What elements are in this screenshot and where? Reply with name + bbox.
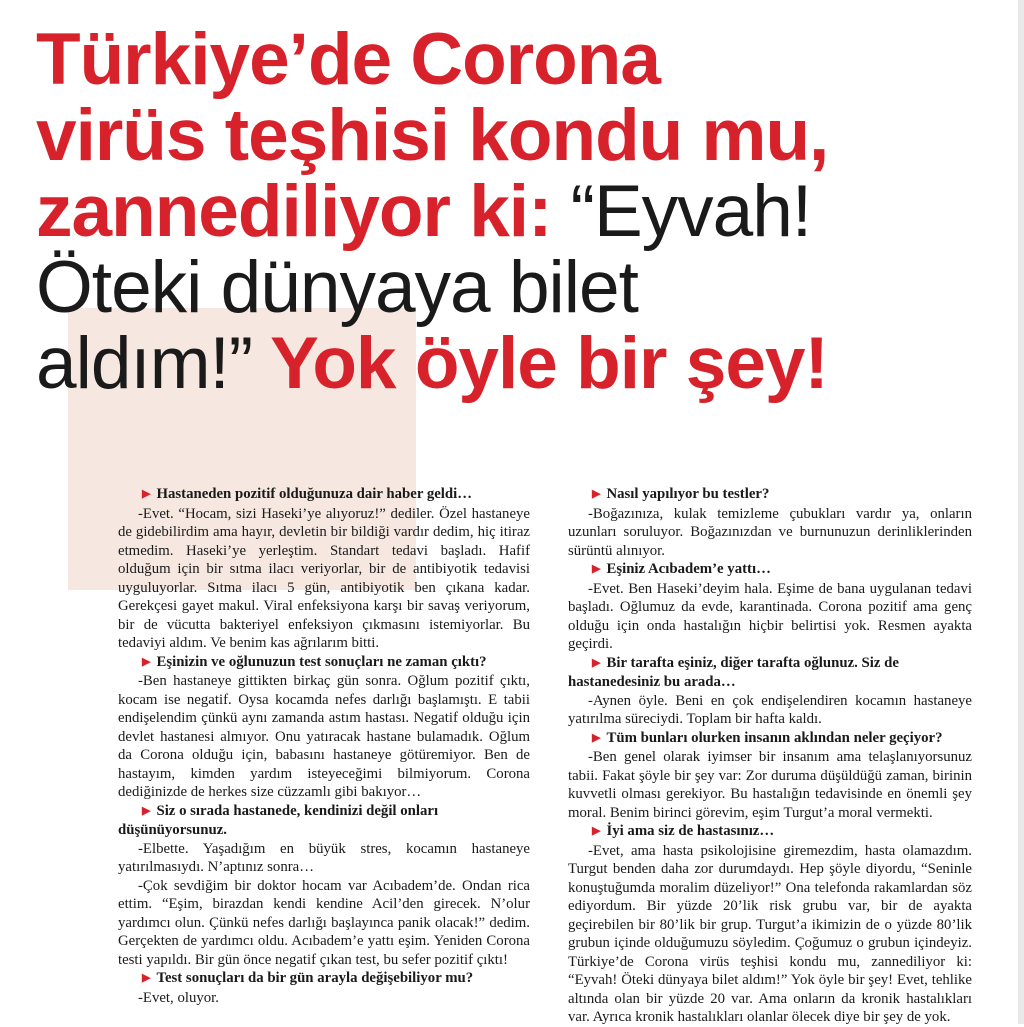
answer: -Elbette. Yaşadığım en büyük stres, kocamın hastaneye yatırılmasıydı. N’aptınız sonra…: [118, 840, 530, 875]
question: ▶ Bir tarafta eşiniz, diğer tarafta oğlunuz. Siz de hastanedesiniz bu arada…: [568, 654, 972, 692]
article-column-2: [568, 485, 972, 1027]
question: ▶ Eşinizin ve oğlunuzun test sonuçları ne zaman çıktı?: [118, 653, 530, 673]
answer: -Evet, ama hasta psikolojisine giremezdim, hasta olamazdım. Turgut benden daha zor durumdaydı. Hep şöyle diyordu, “Seninle konuştuğumda moralim düzeliyor!” Ona telefonda rakamlardan söz ediyordum. Bir yüzde 20’lik risk grubu var, bir de ayakta geçirebilen bir 80’lik bir grup. Turgut’a ikimizin de o yüzde 80’lik grubun içinde olduğumuzu söyledim. Çoğumuz o grubun içindeyiz. Türkiye’de Corona virüs teşhisi kondu mu, zannediliyor ki: “Eyvah! Öteki dünyaya bilet aldım!” Yok öyle bir şey! Evet, tehlike altında olan bir yüzde 20 var. Ama onların da kronik hastalıkları var. Ayrıca kronik hastalıkları olanlar ölecek diye bir şey de yok.: [568, 842, 972, 1025]
question: ▶ Tüm bunları olurken insanın aklından neler geçiyor?: [568, 729, 972, 749]
answer: -Evet, oluyor.: [138, 989, 219, 1006]
headline-line-4: [36, 247, 996, 328]
headline-black-4: Öteki dünyaya bilet: [36, 247, 638, 328]
question: ▶ Hastaneden pozitif olduğunuza dair haber geldi…: [118, 485, 530, 505]
headline-line-5: [36, 323, 996, 404]
answer: -Aynen öyle. Beni en çok endişelendiren kocamın hastaneye yatırılma süreciydi. Toplam bir hafta kaldı.: [568, 692, 972, 727]
headline-red-2: virüs teşhisi kondu mu,: [36, 95, 829, 176]
answer: -Ben genel olarak iyimser bir insanım ama telaşlanıyorsunuz tabii. Fakat şöyle bir şey var: Zor duruma düşüldüğü zaman, birinin kuvvetli olması gerekiyor. Bu hastalığın tedavisinde en önemli şey moral. Benim birinci görevim, eşim Turgut’a moral vermekti.: [568, 749, 972, 821]
headline-black-5: aldım!”: [36, 323, 253, 404]
question: ▶ İyi ama siz de hastasınız…: [568, 822, 972, 842]
question: ▶ Siz o sırada hastanede, kendinizi değil onları düşünüyorsunuz.: [118, 802, 530, 840]
question: ▶ Eşiniz Acıbadem’e yattı…: [568, 560, 972, 580]
headline-red-3: zannediliyor ki:: [36, 171, 552, 252]
answer: -Çok sevdiğim bir doktor hocam var Acıbadem’de. Ondan rica ettim. “Eşim, birazdan kendi kendine Acil’den girecek. N’olur yardımcı olun. Çünkü nefes darlığı başlayınca panik olacak!” dedim. Gerçekten de yardımcı oldu. Acıbadem’e yattı eşim. Yeniden Corona testi yapıldı. Bir gün önce negatif çıkan test, bu sefer pozitif çıktı!: [118, 877, 530, 968]
headline-line-2: [36, 95, 996, 176]
headline-red-5: Yok öyle bir şey!: [252, 323, 828, 404]
headline: [36, 19, 996, 404]
page-edge-strip: [1018, 0, 1024, 1024]
question: ▶ Test sonuçları da bir gün arayla değişebiliyor mu?: [118, 969, 530, 989]
answer: -Ben hastaneye gittikten birkaç gün sonra. Oğlum pozitif çıktı, kocam ise negatif. Oysa kocamda nefes darlığı başlamıştı. E tabii endişelendim çünkü aynı zamanda astım hastası. Negatif olduğu için devlet hastanesi almıyor. Onu yatıracak hastane bulamadık. Oğlum da Corona olduğu için, babasını hastaneye götüremiyor. Ben de hastayım, kimden yardım isteyeceğimi bilmiyorum. Corona dediğinizde de herkes size cüzzamlı gibi bakıyor…: [118, 673, 530, 800]
article-column-1: [118, 485, 530, 1007]
answer: -Evet. Ben Haseki’deyim hala. Eşime de bana uygulanan tedavi başladı. Oğlumuz da evde, karantinada. Corona pozitif ama genç olduğu için onda hastalığın hiçbir belirtisi yok. Resmen ayakta geçirdi.: [568, 580, 972, 652]
headline-line-3: [36, 171, 996, 252]
question: ▶ Nasıl yapılıyor bu testler?: [568, 485, 972, 505]
headline-red-1: Türkiye’de Corona: [36, 19, 660, 100]
answer: -Boğazınıza, kulak temizleme çubukları vardır ya, onların uzunları soruluyor. Boğazınızdan ve burnunuzun derinliklerinden sürüntü alınıyor.: [568, 505, 972, 559]
headline-black-3: “Eyvah!: [551, 171, 812, 252]
headline-line-1: [36, 19, 996, 100]
answer: -Evet. “Hocam, sizi Haseki’ye alıyoruz!” dediler. Özel hastaneye de gidebilirdim ama hayır, devletin bir bildiği vardır dedim, hiç itiraz etmedim. Haseki’ye yerleştim. Standart tedavi başladı. Hafif olduğum için bir sıtma ilacı veriyorlar, bir de antibiyotik tedavisi uyguluyorlar. Sıtma ilacı 5 gün, antibiyotik ben çıkana kadar. Gerekçesi gayet makul. Viral enfeksiyona karşı bir savaş veriyorum, bir de vücutta bakteriyel enfeksiyon çıkmasını istemiyorlar. Bu tedaviyi aldım. Ve benim kas ağrılarım bitti.: [118, 505, 530, 651]
